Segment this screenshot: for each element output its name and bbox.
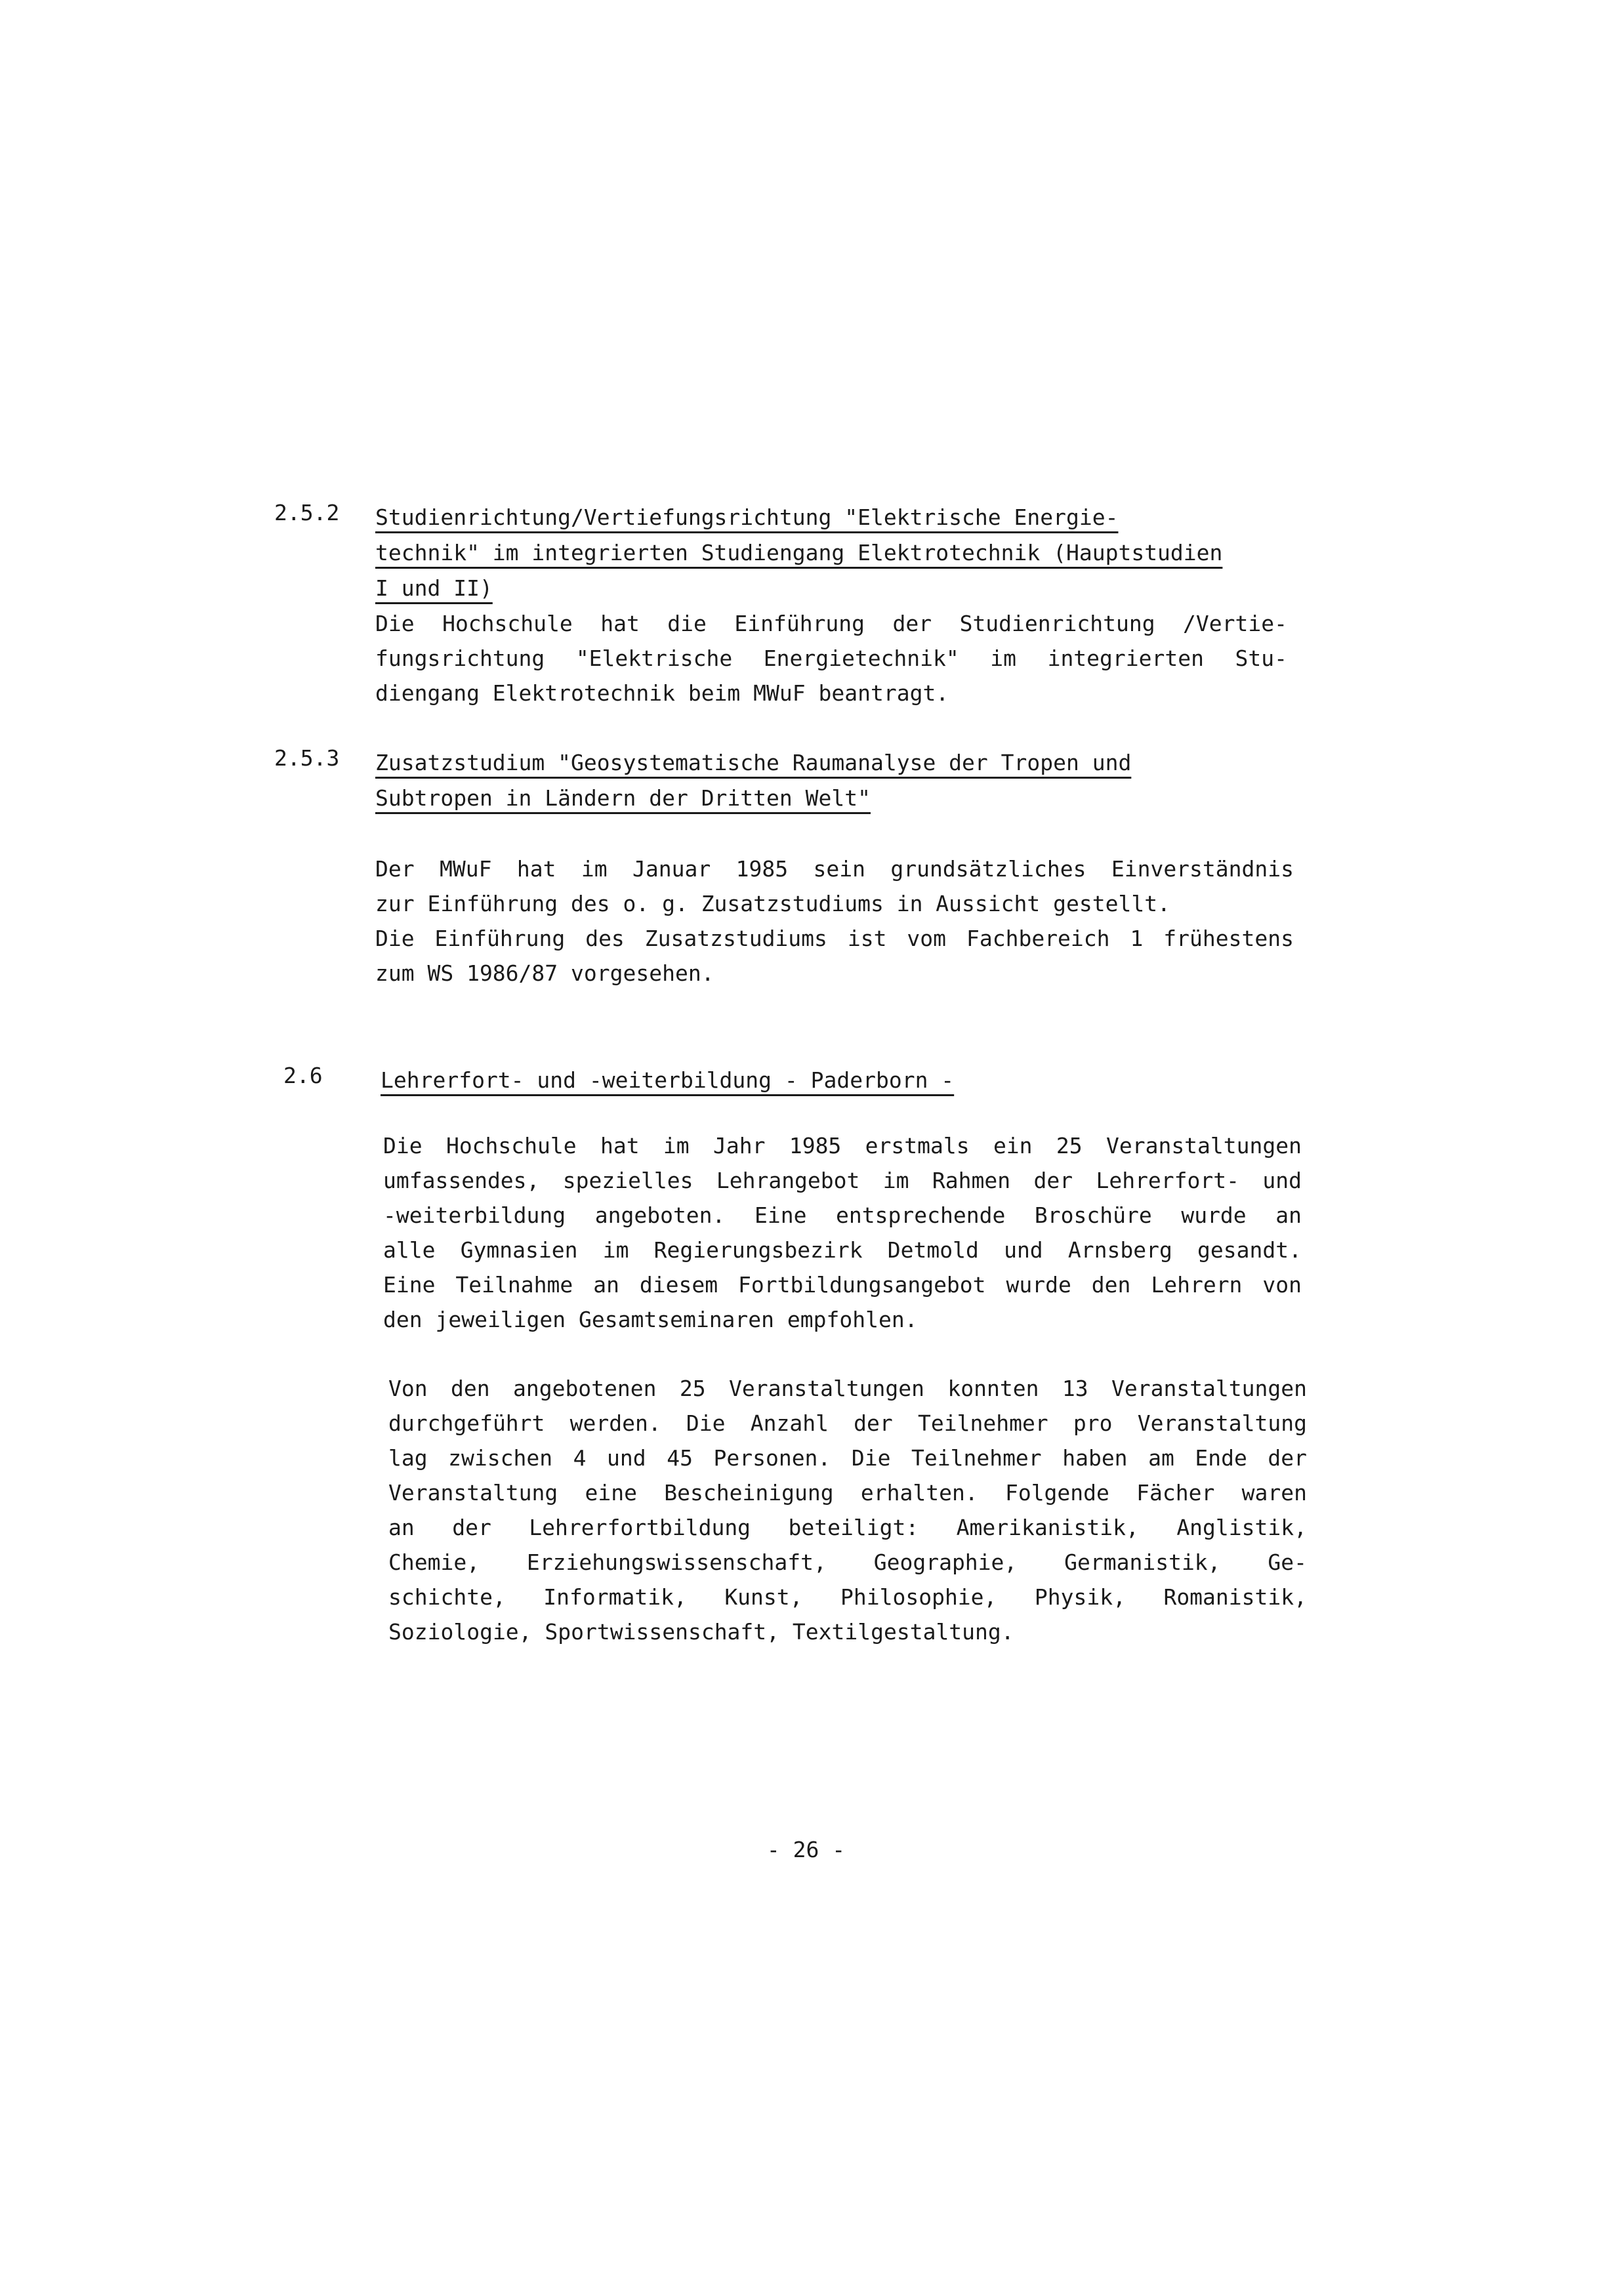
heading-line: Lehrerfort- und -weiterbildung - Paderborn - xyxy=(381,1067,955,1093)
heading-line: technik" im integrierten Studiengang Elektrotechnik (Hauptstudien xyxy=(375,540,1223,565)
paragraph-line: lag zwischen 4 und 45 Personen. Die Teilnehmer haben am Ende der xyxy=(388,1445,1307,1471)
paragraph-line: alle Gymnasien im Regierungsbezirk Detmold und Arnsberg gesandt. xyxy=(383,1237,1302,1263)
paragraph-line: Chemie, Erziehungswissenschaft, Geographie, Germanistik, Ge- xyxy=(388,1549,1307,1575)
paragraph-line: Der MWuF hat im Januar 1985 sein grundsätzliches Einverständnis xyxy=(375,856,1294,882)
paragraph-line: diengang Elektrotechnik beim MWuF beantragt. xyxy=(375,680,949,706)
heading-line: Subtropen in Ländern der Dritten Welt" xyxy=(375,785,871,811)
paragraph-line: den jeweiligen Gesamtseminaren empfohlen. xyxy=(383,1307,918,1332)
section-paragraph xyxy=(375,851,1294,991)
section-number: 2.6 xyxy=(283,1063,323,1088)
paragraph-line: Eine Teilnahme an diesem Fortbildungsangebot wurde den Lehrern von xyxy=(383,1272,1302,1298)
section-number: 2.5.3 xyxy=(274,745,340,771)
paragraph-line: umfassendes, spezielles Lehrangebot im Rahmen der Lehrerfort- und xyxy=(383,1168,1302,1193)
section-heading xyxy=(375,500,1307,606)
paragraph-line: schichte, Informatik, Kunst, Philosophie, Physik, Romanistik, xyxy=(388,1584,1307,1610)
paragraph-line: Die Einführung des Zusatzstudiums ist vom Fachbereich 1 frühestens xyxy=(375,926,1294,951)
heading-line: Studienrichtung/Vertiefungsrichtung "Elektrische Energie- xyxy=(375,504,1119,530)
paragraph-line: Veranstaltung eine Bescheinigung erhalten. Folgende Fächer waren xyxy=(388,1480,1307,1506)
section-number: 2.5.2 xyxy=(274,500,340,525)
section-heading xyxy=(375,745,1307,816)
heading-line: I und II) xyxy=(375,575,493,601)
paragraph-line: zur Einführung des o. g. Zusatzstudiums in Aussicht gestellt. xyxy=(375,891,1170,916)
paragraph-line: zum WS 1986/87 vorgesehen. xyxy=(375,960,714,986)
paragraph-line: Von den angebotenen 25 Veranstaltungen konnten 13 Veranstaltungen xyxy=(388,1376,1307,1401)
paragraph-line: Soziologie, Sportwissenschaft, Textilgestaltung. xyxy=(388,1619,1014,1645)
paragraph-line: Die Hochschule hat die Einführung der Studienrichtung /Vertie- xyxy=(375,611,1287,636)
paragraph-line: durchgeführt werden. Die Anzahl der Teilnehmer pro Veranstaltung xyxy=(388,1410,1307,1436)
section-paragraph xyxy=(388,1371,1307,1649)
heading-line: Zusatzstudium "Geosystematische Raumanalyse der Tropen und xyxy=(375,750,1132,775)
page-number: - 26 - xyxy=(766,1837,846,1862)
section-paragraph xyxy=(375,606,1287,710)
section-paragraph xyxy=(383,1128,1302,1337)
paragraph-line: Die Hochschule hat im Jahr 1985 erstmals ein 25 Veranstaltungen xyxy=(383,1133,1302,1158)
paragraph-line: an der Lehrerfortbildung beteiligt: Amerikanistik, Anglistik, xyxy=(388,1515,1307,1540)
paragraph-line: -weiterbildung angeboten. Eine entsprechende Broschüre wurde an xyxy=(383,1202,1302,1228)
section-heading xyxy=(381,1063,1312,1098)
paragraph-line: fungsrichtung "Elektrische Energietechnik" im integrierten Stu- xyxy=(375,646,1287,671)
